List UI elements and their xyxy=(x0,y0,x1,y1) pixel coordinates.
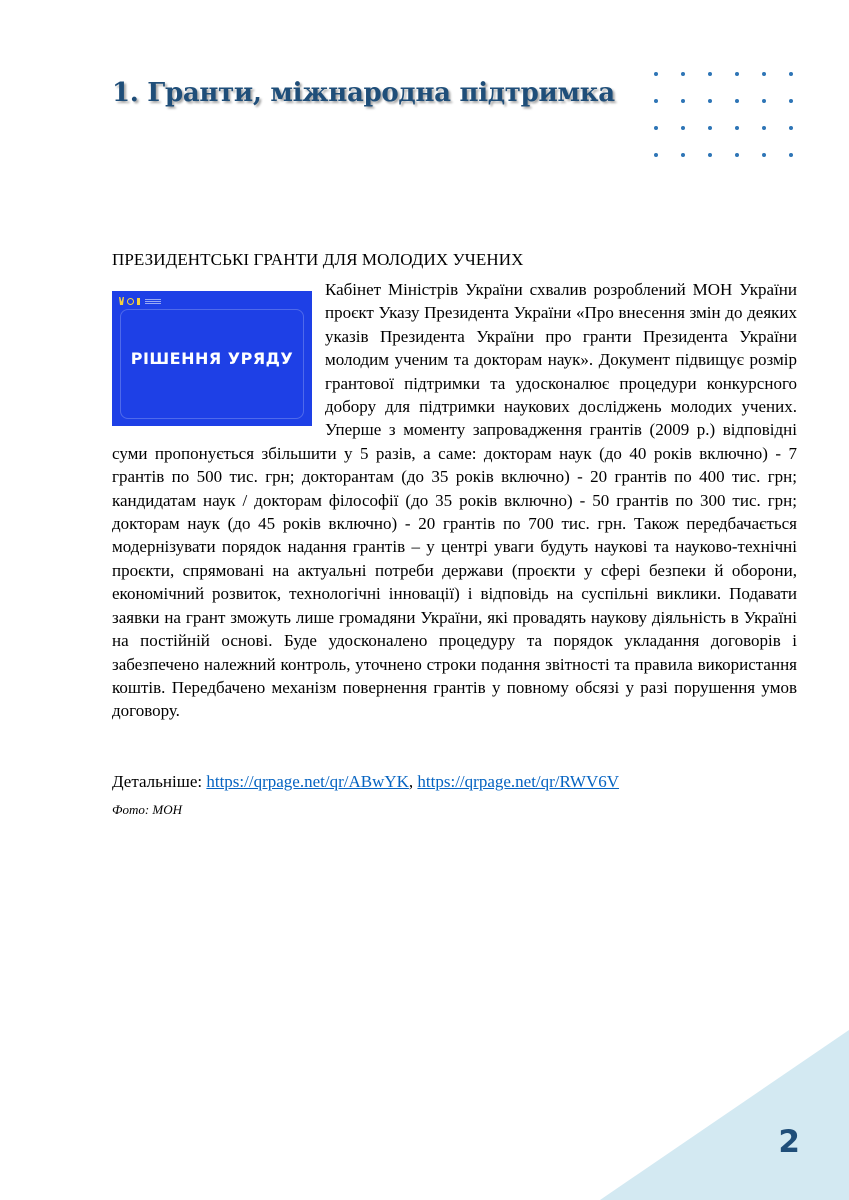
details-line xyxy=(112,770,619,793)
decorative-dot-grid xyxy=(654,72,793,157)
article-heading: ПРЕЗИДЕНТСЬКІ ГРАНТИ ДЛЯ МОЛОДИХ УЧЕНИХ xyxy=(112,250,524,269)
photo-credit: Фото: МОН xyxy=(112,802,183,817)
details-label: Детальніше: xyxy=(112,772,207,791)
link-separator: , xyxy=(408,772,418,791)
page-number: 2 xyxy=(778,1124,800,1160)
article-body xyxy=(112,278,797,723)
decorative-corner-triangle xyxy=(600,1030,849,1200)
banner-text: РІШЕННЯ УРЯДУ xyxy=(130,349,294,368)
article-body-text: Кабінет Міністрів України схвалив розроблений МОН України проєкт Указу Президента України «Про внесення змін до деяких указів Президента України про гранти Президента України молодим ученим та докторам наук». Документ підвищує розмір грантової підтримки та удосконалює процедури конкурсного добору для підтримки наукових досліджень молодих учених. Уперше з моменту запровадження грантів (2009 р.) відповідні суми пропонується збільшити у 5 разів, а саме: докторам наук (до 40 років включно) - 7 грантів по 500 тис. грн; докторантам (до 35 років включно) - 20 грантів по 400 тис. грн; кандидатам наук / докторам філософії (до 35 років включно) - 50 грантів по 300 тис. грн; докторам наук (до 45 років включно) - 20 грантів по 700 тис. грн. Також передбачається модернізувати порядок надання грантів – у центрі уваги будуть наукові та науково-технічні проєкти, спрямовані на актуальні потреби держави (проєкти у сфері безпеки й оборони, економічний розвиток, технологічні інновації) і відповідь на суспільні виклики. Подавати заявки на грант зможуть лише громадяни України, які провадять наукову діяльність в Україні на постійній основі. Буде удосконалено процедуру та порядок укладання договорів і забезпечено належний контроль, уточнено строки подання звітності та правила використання коштів. Передбачено механізм повернення грантів у повному обсязі у разі порушення умов договору. xyxy=(112,280,797,721)
details-link-1[interactable]: https://qrpage.net/qr/ABwYK xyxy=(206,772,409,791)
section-title: 1. Гранти, міжнародна підтримка xyxy=(112,78,615,108)
details-link-2[interactable]: https://qrpage.net/qr/RWV6V xyxy=(417,772,620,791)
image-wrap-spacer xyxy=(112,278,325,432)
